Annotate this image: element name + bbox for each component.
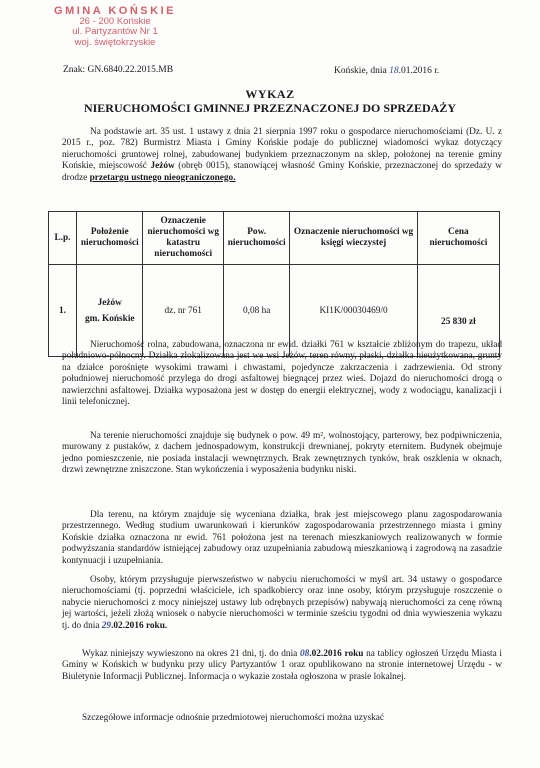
table-header-row <box>49 212 500 265</box>
municipal-stamp <box>40 6 190 48</box>
intro-town: Jeżów <box>150 161 175 172</box>
intro-paragraph <box>62 127 502 184</box>
row-land-register: KI1K/00030469/0 <box>290 265 417 357</box>
table-header: Położenie nieruchomości <box>77 212 143 265</box>
paragraph-priority-text: Osoby, którym przysługuje pierwszeństwo w nabyciu nieruchomości w myśl art. 34 ustawy o gospodarce nieruchomościami (tj. poprzedni właściciele, ich spadkobiercy oraz inne osoby, którym przysługuje roszczenie o nabycie nieruchomości z mocy niniejszej ustawy lub odrębnych przepisów) nabywają nieruchomości za cenę równą jej wartości, jeżeli złożą wniosek o nabycie nieruchomości w terminie sześciu tygodni od dnia wywieszenia wykazu tj. do dnia <box>62 575 502 631</box>
handwritten-posting-day: 08 <box>299 649 310 659</box>
document-subtitle: NIERUCHOMOŚCI GMINNEJ PRZEZNACZONEJ DO SPRZEDAŻY <box>83 101 457 115</box>
paragraph-building <box>62 431 502 477</box>
paragraph-description <box>62 340 502 408</box>
row-location-line-1: Jeżów <box>97 297 122 308</box>
paragraph-building-text: Na terenie nieruchomości znajduje się budynek o pow. 49 m², wolnostojący, parterowy, bez podpiwniczenia, murowany z pustaków, z dachem jednospadowym, konstrukcji drewnianej, pokryty eternitem. Budynek obejmuje jedno pomieszczenie, nie posiada instalacji wewnętrznych. Brak zewnętrznych tynków, brak oszklenia w oknach, drzwi zewnętrzne zniszczone. Stan wykończenia i wyposażenia budynku niski. <box>62 431 502 476</box>
paragraph-details-text: Szczegółowe informacje odnośnie przedmiotowej nieruchomości można uzyskać <box>82 713 385 723</box>
intro-text-1: Na podstawie art. 35 ust. 1 ustawy z dnia 21 sierpnia 1997 roku o gospodarce nieruchomościami (Dz. U. z 2015 r., poz. 782) Burmistrz Miasta i Gminy Końskie podaje do publicznej wiadomości wykaz dotyczący nieruchomości gruntowej rolnej, zabudowanej budynkiem przeznaczonym na sklep, położonej na terenie gminy Końskie, miejscowość <box>62 127 502 172</box>
paragraph-zoning-text: Dla terenu, na którym znajduje się wyceniana działka, brak jest miejscowego planu zagospodarowania przestrzennego. Według studium uwarunkowań i kierunków zagospodarowania przestrzennego miasta i gminy Końskie działka oznaczona nr ewid. 761 położona jest na terenach mieszkaniowych realizowanych w formie podwyższania standardów istniejącej zabudowy oraz uzupełniania zabudową mieszkaniową i zagrodową na zasadzie kontynuacji i uzupełniania. <box>62 510 502 566</box>
row-parcel: dz. nr 761 <box>143 265 223 357</box>
table-header: Pow. nieruchomości <box>223 212 289 265</box>
place-date <box>334 66 439 76</box>
handwritten-priority-day: 29 <box>101 620 112 631</box>
stamp-line-2: 26 - 200 Końskie <box>79 15 151 27</box>
paragraph-description-text: Nieruchomość rolna, zabudowana, oznaczona nr ewid. działki 761 w kształcie zbliżonym do trapezu, układ południowo-północny. Działka zlokalizowana jest we wsi Jeżów, teren równy, płaski, działka nieużytkowana, grunty na działce porośnięte wysokimi trawami i chwastami, pojedyncze zakrzaczenia i zadrzewienia. Od strony południowej nieruchomość przylega do drogi asfaltowej biegnącej przez wieś. Dojazd do nieruchomości drogą o nawierzchni asfaltowej. Działka wyposażona jest w dostęp do energii elektrycznej, wody z wodociągu, kanalizacji i linii telefonicznej. <box>62 340 502 408</box>
row-price: 25 830 zł <box>417 265 499 357</box>
stamp-line-1: GMINA KOŃSKIE <box>54 5 176 17</box>
paragraph-zoning <box>62 510 502 567</box>
reference-number: Znak: GN.6840.22.2015.MB <box>63 65 174 75</box>
date-suffix: .01.2016 r. <box>398 66 440 76</box>
posting-deadline: .02.2016 roku <box>309 649 364 659</box>
priority-deadline: .02.2016 roku. <box>111 620 168 631</box>
stamp-line-4: woj. świętokrzyskie <box>74 36 156 48</box>
table-header: Cena nieruchomości <box>417 212 499 265</box>
table-header: Oznaczenie nieruchomości wg księgi wieczystej <box>290 212 417 265</box>
intro-sale-mode: przetargu ustnego nieograniczonego. <box>89 172 236 183</box>
paragraph-posting-text-1: Wykaz niniejszy wywieszono na okres 21 dni, tj. do dnia <box>82 649 300 659</box>
document-title: WYKAZ <box>245 87 295 101</box>
row-lp: 1. <box>49 265 77 357</box>
paragraph-posting <box>62 649 502 683</box>
table-header: Oznaczenie nieruchomości wg katastru nieruchomości <box>143 212 223 265</box>
paragraph-posting-text-2: na tablicy ogłoszeń Urzędu Miasta i Gminy w Końskich w budynku przy ulicy Partyzantów 1 oraz opublikowano na stronie internetowej Urzędu - w Biuletynie Informacji Publicznej. Informacja o wykazie została ogłoszona w prasie lokalnej. <box>62 649 502 682</box>
paragraph-details <box>62 713 502 724</box>
stamp-line-3: ul. Partyzantów Nr 1 <box>72 26 158 37</box>
property-table <box>48 211 500 357</box>
table-header: L.p. <box>49 212 77 265</box>
row-location-line-2: gm. Końskie <box>84 313 135 324</box>
handwritten-day: 18 <box>389 66 399 76</box>
row-area: 0,08 ha <box>223 265 289 357</box>
paragraph-priority <box>62 575 502 632</box>
intro-text-2: (obręb 0015), stanowiącej własność Gminy Końskie, przeznaczonej do sprzedaży w drodze <box>62 161 502 183</box>
place-prefix: Końskie, dnia <box>334 66 390 76</box>
